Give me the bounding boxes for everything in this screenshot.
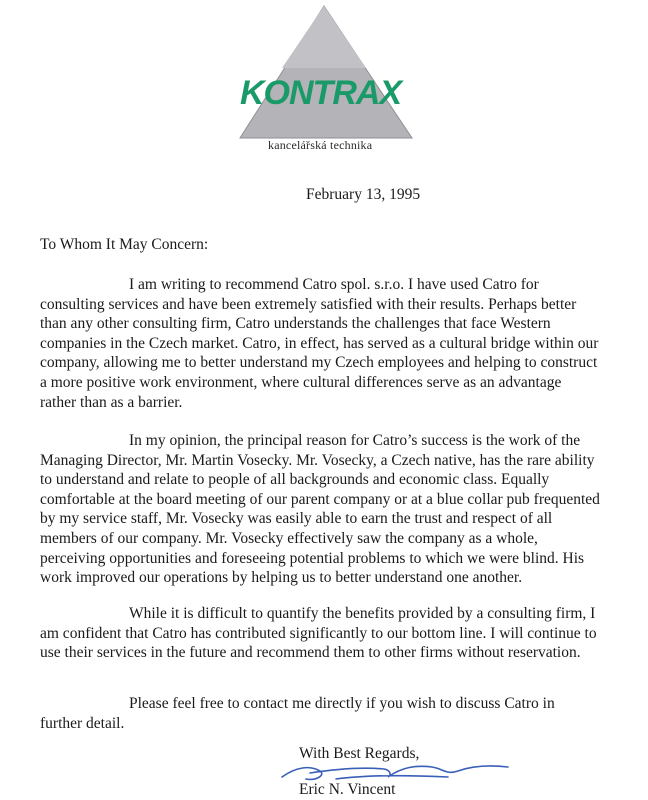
body-paragraph: While it is difficult to quantify the benefits provided by a consulting firm, I am confident that Catro has contributed significantly to our bottom line. I will continue to use their services in the future and recommend them to other firms without reservation.	[40, 605, 597, 662]
body-paragraph: I am writing to recommend Catro spol. s.r.o. I have used Catro for consulting services and have been extremely satisfied with their results. Perhaps better than any other consulting firm, Catro understands the challenges that face Western companies in the Czech market. Catro, in effect, has served as a cultural bridge within our company, allowing me to better understand my Czech employees and helping to construct a more positive work environment, where cultural differences serve as an advantage rather than as a barrier.	[40, 276, 599, 411]
salutation: To Whom It May Concern:	[40, 236, 209, 253]
logo-wordmark: KONTRAX	[240, 74, 402, 112]
body-paragraph: In my opinion, the principal reason for Catro’s success is the work of the Managing Director, Mr. Martin Vosecky. Mr. Vosecky, a Czech native, has the rare ability to understand and relate to people of all backgrounds and economic class. Equally comfortable at the board meeting of our parent company or at a blue collar pub frequented by my service staff, Mr. Vosecky was easily able to earn the trust and respect of all members of our company. Mr. Vosecky effectively saw the company as a whole, perceiving opportunities and foreseeing potential problems to which we were blind. His work improved our operations by helping us to better understand one another.	[40, 432, 600, 587]
letter-date: February 13, 1995	[306, 186, 421, 203]
kontrax-logo	[226, 4, 416, 144]
closing: With Best Regards,	[299, 745, 420, 762]
kontrax-logo-mark	[226, 4, 416, 144]
signer-name: Eric N. Vincent	[299, 781, 396, 798]
body-paragraph: Please feel free to contact me directly if you wish to discuss Catro in further detail.	[40, 695, 555, 732]
letterhead-tagline: kancelářská technika	[268, 138, 373, 152]
